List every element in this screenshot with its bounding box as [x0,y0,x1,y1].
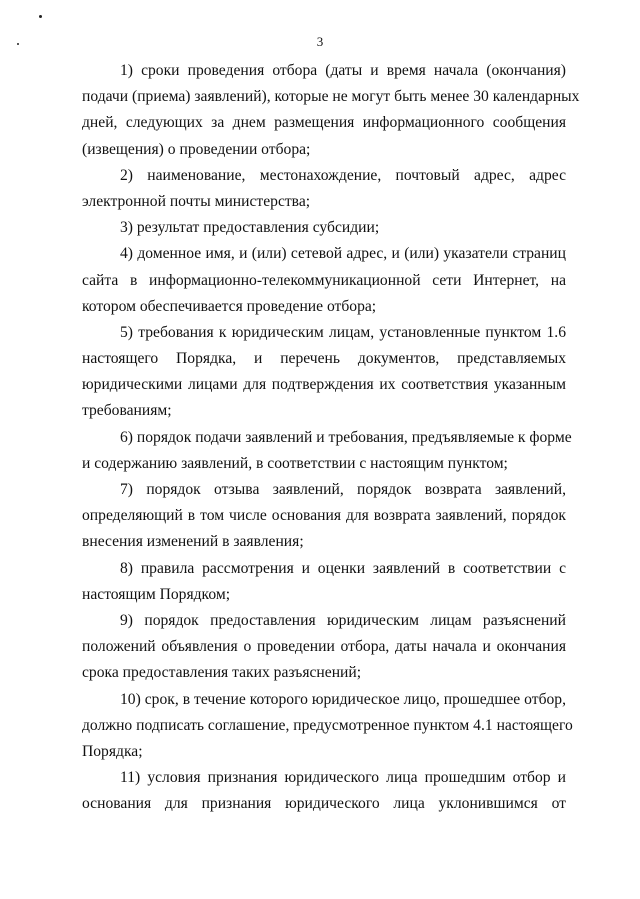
text-line: (извещения) о проведении отбора; [82,140,311,158]
document-body [82,58,580,817]
text-line: 11) условия признания юридического лица прошедшим отбор и [120,769,566,787]
text-line: котором обеспечивается проведение отбора; [82,297,377,315]
text-line: внесения изменений в заявления; [82,533,304,551]
text-line: настоящего Порядка, и перечень документов, представляемых [82,350,566,368]
text-line: юридическими лицами для подтверждения их соответствия указанным [82,376,566,394]
list-item-item-5 [82,320,566,425]
text-line: Порядка; [82,742,143,760]
text-line: электронной почты министерства; [82,192,311,210]
text-line: 10) срок, в течение которого юридическое лицо, прошедшее отбор, [120,690,566,708]
page-number: 3 [316,34,324,49]
text-line: должно подписать соглашение, предусмотренное пунктом 4.1 настоящего [82,716,573,734]
text-line: настоящим Порядком; [82,585,231,603]
text-line: сайта в информационно-телекоммуникационной сети Интернет, на [82,271,566,289]
text-line: 8) правила рассмотрения и оценки заявлений в соответствии с [120,559,566,577]
text-line: 3) результат предоставления субсидии; [120,219,380,237]
text-line: 6) порядок подачи заявлений и требования, предъявляемые к форме [120,428,572,446]
list-item-item-8 [82,556,566,608]
text-line: 5) требования к юридическим лицам, установленные пунктом 1.6 [120,323,566,341]
text-line: срока предоставления таких разъяснений; [82,664,362,682]
text-line: подачи (приема) заявлений), которые не могут быть менее 30 календарных [82,88,580,106]
list-item-item-7 [82,477,566,556]
list-item-item-11 [82,765,566,817]
text-line: определяющий в том числе основания для возврата заявлений, порядок [82,507,566,525]
text-line: дней, следующих за днем размещения информационного сообщения [82,114,566,132]
list-item-item-10 [82,687,573,766]
text-line: положений объявления о проведении отбора, даты начала и окончания [82,638,566,656]
text-line: и содержанию заявлений, в соответствии с настоящим пунктом; [82,454,508,472]
list-item-item-4 [82,241,566,320]
text-line: основания для признания юридического лица уклонившимся от [82,795,566,813]
text-line: 4) доменное имя, и (или) сетевой адрес, и (или) указатели страниц [120,245,566,263]
text-line: 2) наименование, местонахождение, почтовый адрес, адрес [120,166,566,184]
text-line: требованиям; [82,402,172,420]
list-item-item-1 [82,58,580,163]
text-line: 1) сроки проведения отбора (даты и время начала (окончания) [120,62,566,79]
scan-speck [39,15,42,18]
list-item-item-3 [82,215,566,241]
list-item-item-2 [82,163,566,215]
text-line: 7) порядок отзыва заявлений, порядок возврата заявлений, [120,481,566,498]
list-item-item-6 [82,425,572,477]
list-item-item-9 [82,608,566,687]
text-line: 9) порядок предоставления юридическим лицам разъяснений [120,611,566,629]
